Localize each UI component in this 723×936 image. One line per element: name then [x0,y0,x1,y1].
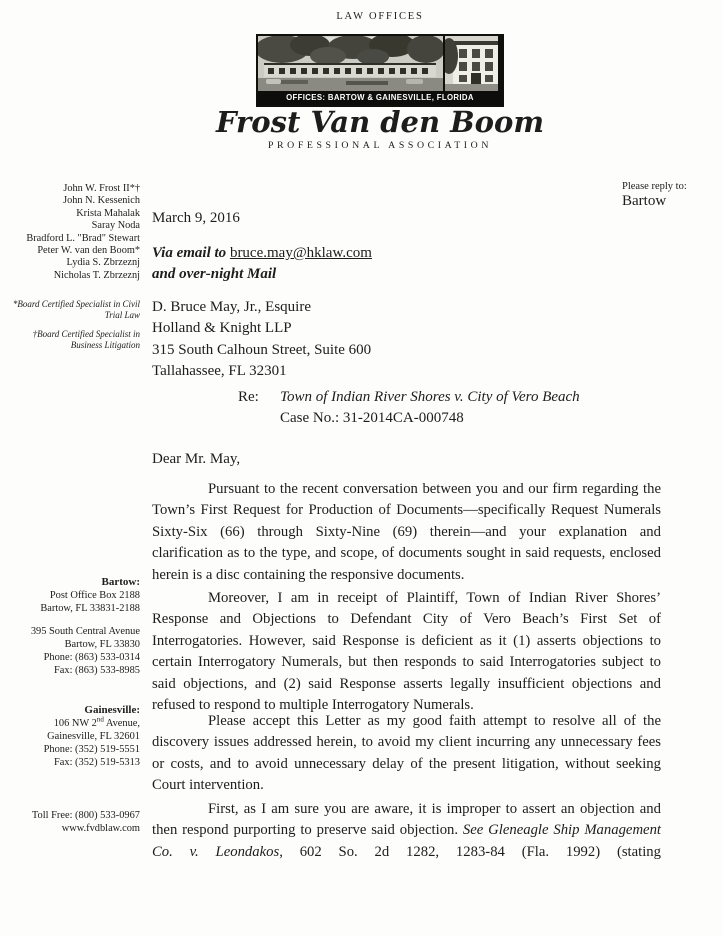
banner-caption: OFFICES: BARTOW & GAINESVILLE, FLORIDA [258,91,502,105]
case-number: Case No.: 31-2014CA-000748 [280,410,464,427]
via-email-line [152,243,661,264]
reply-to-value: Bartow [622,193,667,209]
text-segment: , 602 So. 2d 1282, 1283-84 (Fla. 1992) (stating [279,843,661,860]
law-offices-heading: LAW OFFICES [336,11,424,22]
text-segment: First, as I am sure you are aware, it is improper to assert an objection and then respond purporting to preserve said objection. [152,801,661,839]
gainesville-address-block [6,704,140,769]
address-line: Phone: (863) 533-0314 [43,652,140,663]
recipient-line: Holland & Knight LLP [152,320,292,337]
firm-contact-block [6,809,140,835]
reply-to-label: Please reply to: [622,181,687,192]
address-line: Post Office Box 2188 [49,590,140,601]
text-segment: nd [96,715,104,724]
address-line: Fax: (863) 533-8985 [53,665,140,676]
gainesville-label: Gainesville: [84,704,140,716]
address-line: 395 South Central Avenue [30,626,140,637]
bartow-street-lines [6,625,140,677]
firm-subtitle: PROFESSIONAL ASSOCIATION [267,140,493,151]
attorney-name: Lydia S. Zbrzeznj [66,257,140,269]
body-paragraph-4 [152,799,661,863]
attorney-name: John W. Frost II*† [63,183,140,194]
bartow-po-lines [6,589,140,615]
text-segment: Avenue, [103,718,140,729]
address-line: Bartow, FL 33831-2188 [40,603,140,614]
address-line: Bartow, FL 33830 [64,639,140,650]
gainesville-office-photo [445,36,498,91]
text-segment: bruce.may@hklaw.com [229,245,372,261]
body-paragraph-3 [152,711,661,797]
text-segment: Pursuant to the recent conversation between you and our firm regarding the Town’s First Request for Production of Documents—specifically Request Numerals Sixty-Six (66) through Sixty-Nine (69) therein—and your explanation and clarification as to the type, and scope, of documents sought in said requests, enclosed herein is a disc containing the responsive documents. [152,481,661,583]
recipient-line: 315 South Calhoun Street, Suite 600 [152,341,372,358]
bartow-label: Bartow: [101,576,140,588]
bartow-office-photo [258,36,443,91]
contact-line: Toll Free: (800) 533-0967 [31,810,140,821]
banner-photos [258,36,502,91]
certification-note-business-litigation: †Board Certified Specialist in Business Litigation [32,329,140,350]
re-label: Re: [238,389,259,405]
text-segment: Via email to [152,245,230,261]
address-line [6,717,140,730]
recipient-address-block [152,297,661,382]
attorney-name: Saray Noda [91,220,140,232]
gainesville-lines [6,730,140,769]
text-segment: See Gleneagle Ship Management Co. v. Leondakos [152,822,662,860]
re-details [280,387,580,430]
body-paragraph-2 [152,588,661,716]
letter-date: March 9, 2016 [152,210,240,226]
firm-offices-photo-banner [256,34,504,107]
attorney-name: Peter W. van den Boom* [37,245,140,257]
text-segment: Please accept this Letter as my good faith attempt to resolve all of the discovery issues addressed herein, to avoid my client incurring any unnecessary fees or costs, and to avoid unnecessary delay of the present litigation, without seeking Court intervention. [152,713,661,794]
text-segment: 106 NW 2 [53,718,97,729]
attorney-list [6,183,140,282]
address-line: Gainesville, FL 32601 [47,731,140,742]
case-name: Town of Indian River Shores v. City of Vero Beach [280,389,580,405]
delivery-method-block [152,243,661,285]
reply-to-block [622,181,687,210]
text-segment: Moreover, I am in receipt of Plaintiff, Town of Indian River Shores’ Response and Objections to Defendant City of Vero Beach’s First Set of Interrogatories. However, said Response is deficient as it (1) asserts objections to certain Interrogatory Numerals, but then responds to said Interrogatories subject to said objections, and (2) said Response asserts legally insufficient objections and refused to respond to multiple Interrogatory Numerals. [152,590,661,714]
salutation: Dear Mr. May, [152,451,241,467]
body-paragraph-1 [152,479,661,586]
attorney-name: Krista Mahalak [76,207,140,219]
attorney-name: Nicholas T. Zbrzeznj [53,269,140,281]
contact-line: www.fvdblaw.com [61,823,140,834]
overnight-mail-line: and over-night Mail [152,266,277,282]
certification-note-civil-trial: *Board Certified Specialist in Civil Trial Law [12,299,140,320]
spacer [6,615,140,625]
bartow-address-block [6,576,140,677]
recipient-line: D. Bruce May, Jr., Esquire [152,299,311,315]
attorney-name: John N. Kessenich [63,195,140,207]
firm-name: Frost Van den Boom [215,105,545,139]
address-line: Fax: (352) 519-5313 [53,757,140,768]
recipient-line: Tallahassee, FL 32301 [152,362,287,379]
address-line: Phone: (352) 519-5551 [43,744,140,755]
attorney-name: Bradford L. "Brad" Stewart [26,232,140,244]
re-block [152,387,661,430]
